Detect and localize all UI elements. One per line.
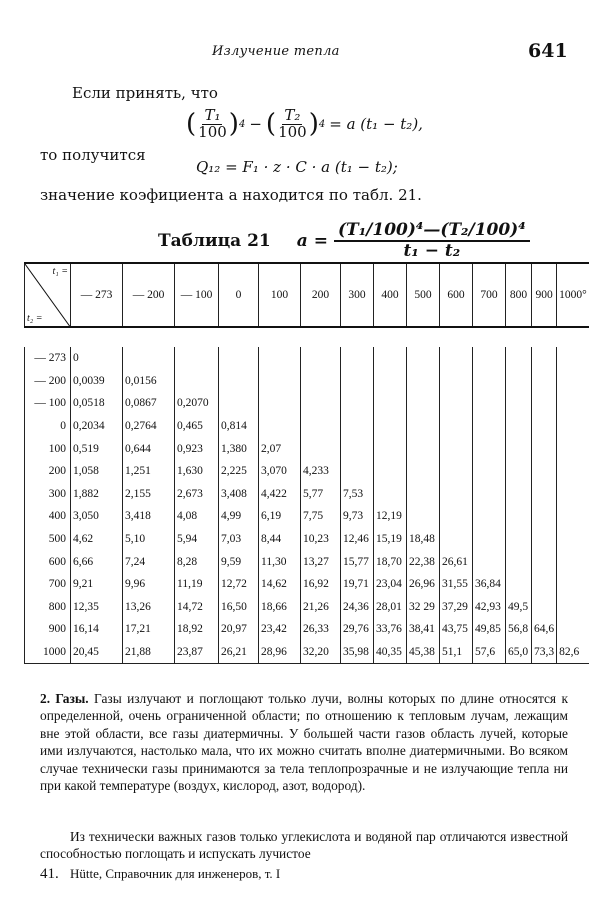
row-label: 1000 — [25, 641, 71, 664]
table-formula-var: a — [296, 231, 308, 252]
table-cell: 16,92 — [301, 573, 341, 596]
table-cell: 40,35 — [374, 641, 407, 664]
table-cell: 0,0039 — [71, 370, 123, 393]
table-cell: 0,465 — [175, 415, 219, 438]
table-cell — [407, 347, 440, 370]
table-cell: 8,28 — [175, 550, 219, 573]
table-cell: 37,29 — [440, 596, 473, 619]
table-cell: 18,48 — [407, 528, 440, 551]
paragraph-gases-continued: Из технически важных газов только углекислота и водяной пар отличаются известной способностью поглощать и испускать лучистое — [40, 829, 568, 862]
table-cell: 16,50 — [219, 596, 259, 619]
table-cell — [440, 505, 473, 528]
table-cell: 36,84 — [473, 573, 506, 596]
table-cell: 42,93 — [473, 596, 506, 619]
table-cell: 18,66 — [259, 596, 301, 619]
table-cell: 1,380 — [219, 437, 259, 460]
table-cell: 26,21 — [219, 641, 259, 664]
table-cell — [407, 483, 440, 506]
table-cell: 7,24 — [123, 550, 175, 573]
table-cell: 45,38 — [407, 641, 440, 664]
table-row — [25, 347, 589, 370]
column-header: — 200 — [123, 263, 175, 327]
table-cell — [219, 392, 259, 415]
table-cell — [259, 347, 301, 370]
table-cell: 32,20 — [301, 641, 341, 664]
column-header: 100 — [259, 263, 301, 327]
table-cell — [301, 347, 341, 370]
footer-text: Hütte, Справочник для инженеров, т. I — [70, 866, 281, 881]
table-row — [25, 370, 589, 393]
table-cell: 14,72 — [175, 596, 219, 619]
row-label: 900 — [25, 618, 71, 641]
table-cell: 7,03 — [219, 528, 259, 551]
table-cell — [301, 415, 341, 438]
table-row — [25, 437, 589, 460]
table-cell: 4,422 — [259, 483, 301, 506]
table-cell: 51,1 — [440, 641, 473, 664]
table-cell: 43,75 — [440, 618, 473, 641]
table-cell: 12,72 — [219, 573, 259, 596]
table-cell: 0 — [71, 347, 123, 370]
table-cell — [473, 550, 506, 573]
table-cell: 31,55 — [440, 573, 473, 596]
column-header: 0 — [219, 263, 259, 327]
row-label: 500 — [25, 528, 71, 551]
formula-num-t1: T₁ — [204, 106, 221, 124]
intro-coef-text: значение коэфициента a находится по табл. 21. — [40, 186, 422, 204]
table-cell — [407, 437, 440, 460]
table-cell — [532, 347, 557, 370]
row-label: 200 — [25, 460, 71, 483]
table-cell: 57,6 — [473, 641, 506, 664]
table-cell: 26,61 — [440, 550, 473, 573]
formula-power-1: 4 — [238, 118, 246, 130]
table-cell: 3,050 — [71, 505, 123, 528]
table-row — [25, 573, 589, 596]
table-cell — [175, 347, 219, 370]
row-label: 0 — [25, 415, 71, 438]
table-row — [25, 641, 589, 664]
table-cell — [374, 460, 407, 483]
table-cell — [374, 392, 407, 415]
table-cell: 82,6 — [557, 641, 589, 664]
table-cell — [341, 437, 374, 460]
table-cell — [473, 460, 506, 483]
table-cell: 10,23 — [301, 528, 341, 551]
table-cell — [301, 370, 341, 393]
table-cell: 9,96 — [123, 573, 175, 596]
table-cell — [259, 415, 301, 438]
table-cell: 49,85 — [473, 618, 506, 641]
table-cell — [123, 347, 175, 370]
column-header: — 100 — [175, 263, 219, 327]
table-cell — [473, 370, 506, 393]
table-cell: 13,27 — [301, 550, 341, 573]
table-cell: 2,225 — [219, 460, 259, 483]
table-cell: 26,96 — [407, 573, 440, 596]
table-cell: 21,88 — [123, 641, 175, 664]
table-cell: 23,04 — [374, 573, 407, 596]
column-header: 900 — [532, 263, 557, 327]
table-cell — [532, 528, 557, 551]
intro-then-text: то получится — [40, 146, 146, 164]
table-cell: 23,87 — [175, 641, 219, 664]
table-cell: 64,6 — [532, 618, 557, 641]
table-cell: 21,26 — [301, 596, 341, 619]
page-number: 641 — [528, 40, 568, 62]
formula-den-2: 100 — [278, 122, 307, 141]
table-cell: 2,673 — [175, 483, 219, 506]
table-cell — [532, 550, 557, 573]
table-cell — [557, 483, 589, 506]
page-footer — [40, 866, 280, 883]
table-cell: 12,19 — [374, 505, 407, 528]
table-cell: 5,10 — [123, 528, 175, 551]
formula-heat-flow: Q₁₂ = F₁ · z · C · a (t₁ − t₂); — [196, 158, 398, 176]
table-cell — [506, 437, 532, 460]
table-cell — [532, 460, 557, 483]
table-cell — [557, 347, 589, 370]
table-cell — [557, 370, 589, 393]
row-label: 100 — [25, 437, 71, 460]
table-row — [25, 596, 589, 619]
table-cell — [407, 505, 440, 528]
table-cell — [506, 460, 532, 483]
table-formula-denominator: t₁ − t₂ — [403, 240, 461, 261]
table-cell — [557, 392, 589, 415]
table-cell — [374, 347, 407, 370]
row-label: 600 — [25, 550, 71, 573]
table-cell: 20,45 — [71, 641, 123, 664]
table-cell — [473, 392, 506, 415]
paragraph-gases — [40, 690, 568, 794]
table-cell: 0,2070 — [175, 392, 219, 415]
table-cell: 0,814 — [219, 415, 259, 438]
corner-label-t1: t₁ = — [52, 266, 68, 277]
table-cell: 4,233 — [301, 460, 341, 483]
table-cell: 12,46 — [341, 528, 374, 551]
table-cell — [440, 392, 473, 415]
corner-label-t2: t₂ = — [27, 313, 43, 324]
table-cell: 11,19 — [175, 573, 219, 596]
table-cell — [557, 573, 589, 596]
table-cell: 11,30 — [259, 550, 301, 573]
table-cell — [506, 505, 532, 528]
paragraph-gases-text: Газы излучают и поглощают только лучи, волны которых по длине относятся к определенной, очень ограниченной области; по отношению к тепловым лучам, лежащим вне этой области, все газы диатермичны. У большей части газов область лучей, которые ими излучаются, настолько мала, что их можно считать вполне диатермичными. Во всяком случае технически газы принимаются за тела теплопрозрачные и не излучающие тепла ни при какой температуре (воздух, кислород, азот, водород). — [40, 691, 568, 794]
table-cell: 1,630 — [175, 460, 219, 483]
table-cell — [557, 618, 589, 641]
table-cell — [557, 596, 589, 619]
table-cell — [473, 483, 506, 506]
table-cell: 22,38 — [407, 550, 440, 573]
table-cell — [473, 437, 506, 460]
table-cell: 14,62 — [259, 573, 301, 596]
table-cell — [532, 505, 557, 528]
table-cell — [374, 483, 407, 506]
table-cell: 33,76 — [374, 618, 407, 641]
table-cell — [341, 347, 374, 370]
column-header: 800 — [506, 263, 532, 327]
table-cell: 9,59 — [219, 550, 259, 573]
table-formula-numerator: (T₁/100)⁴—(T₂/100)⁴ — [334, 222, 530, 242]
table-cell: 18,92 — [175, 618, 219, 641]
table-cell — [506, 528, 532, 551]
table-cell: 49,5 — [506, 596, 532, 619]
table-cell — [407, 415, 440, 438]
table-cell: 17,21 — [123, 618, 175, 641]
table-cell — [506, 573, 532, 596]
table-cell — [532, 415, 557, 438]
table-cell: 73,3 — [532, 641, 557, 664]
table-cell — [219, 347, 259, 370]
table-cell: 1,058 — [71, 460, 123, 483]
table-cell — [473, 415, 506, 438]
table-cell — [341, 415, 374, 438]
table-cell: 1,882 — [71, 483, 123, 506]
table-cell — [341, 370, 374, 393]
table-cell: 5,94 — [175, 528, 219, 551]
table-row — [25, 460, 589, 483]
table-cell: 20,97 — [219, 618, 259, 641]
row-label: 700 — [25, 573, 71, 596]
formula-rhs: = a (t₁ − t₂), — [329, 115, 423, 134]
table-cell: 6,66 — [71, 550, 123, 573]
row-label: 400 — [25, 505, 71, 528]
table-cell: 13,26 — [123, 596, 175, 619]
column-header: 200 — [301, 263, 341, 327]
table-row — [25, 528, 589, 551]
table-row — [25, 415, 589, 438]
footer-signature: 41. — [40, 866, 59, 882]
table-cell: 0,2034 — [71, 415, 123, 438]
table-cell — [440, 460, 473, 483]
row-label: — 100 — [25, 392, 71, 415]
table-cell: 4,62 — [71, 528, 123, 551]
table-body — [25, 327, 589, 663]
table-cell — [506, 483, 532, 506]
table-cell: 7,53 — [341, 483, 374, 506]
row-label: 800 — [25, 596, 71, 619]
row-label: — 200 — [25, 370, 71, 393]
table-cell — [506, 392, 532, 415]
table-cell: 6,19 — [259, 505, 301, 528]
table-cell — [557, 415, 589, 438]
table-cell: 16,14 — [71, 618, 123, 641]
table-cell — [557, 550, 589, 573]
table-cell: 9,21 — [71, 573, 123, 596]
table-cell — [407, 392, 440, 415]
table-cell — [175, 370, 219, 393]
table-cell: 26,33 — [301, 618, 341, 641]
table-cell — [259, 370, 301, 393]
table-cell — [440, 528, 473, 551]
table-cell — [440, 347, 473, 370]
table-cell — [532, 596, 557, 619]
row-label: — 273 — [25, 347, 71, 370]
table-cell: 0,0867 — [123, 392, 175, 415]
table-cell: 2,07 — [259, 437, 301, 460]
paragraph-gases-lead: 2. Газы. — [40, 691, 89, 706]
running-head: Излучение тепла — [212, 44, 340, 59]
table-cell — [506, 347, 532, 370]
table-cell: 0,0518 — [71, 392, 123, 415]
column-header: 500 — [407, 263, 440, 327]
column-header: 700 — [473, 263, 506, 327]
table-cell — [506, 415, 532, 438]
table-cell: 28,96 — [259, 641, 301, 664]
coefficient-table — [24, 262, 589, 664]
table-cell — [557, 437, 589, 460]
table-cell — [506, 370, 532, 393]
table-row — [25, 550, 589, 573]
table-row — [25, 505, 589, 528]
formula-num-t2: T₂ — [284, 106, 301, 124]
table-cell — [473, 528, 506, 551]
table-cell: 1,251 — [123, 460, 175, 483]
table-corner-cell — [25, 263, 71, 327]
table-cell — [532, 392, 557, 415]
table-cell: 35,98 — [341, 641, 374, 664]
table-cell — [440, 415, 473, 438]
table-cell — [473, 347, 506, 370]
column-header: 400 — [374, 263, 407, 327]
table-cell — [374, 370, 407, 393]
table-cell: 3,418 — [123, 505, 175, 528]
table-cell — [407, 460, 440, 483]
table-cell: 23,42 — [259, 618, 301, 641]
table-formula-eq: = — [313, 231, 329, 252]
table-cell: 9,73 — [341, 505, 374, 528]
table-row — [25, 392, 589, 415]
formula-minus: − — [249, 115, 262, 134]
table-cell: 8,44 — [259, 528, 301, 551]
table-cell: 0,644 — [123, 437, 175, 460]
table-cell: 2,155 — [123, 483, 175, 506]
row-label: 300 — [25, 483, 71, 506]
table-cell — [374, 437, 407, 460]
table-cell: 18,70 — [374, 550, 407, 573]
table-name: Таблица 21 — [158, 231, 271, 252]
table-cell — [506, 550, 532, 573]
table-cell — [532, 437, 557, 460]
table-cell — [440, 483, 473, 506]
table-cell: 0,923 — [175, 437, 219, 460]
table-cell — [341, 460, 374, 483]
table-cell — [407, 370, 440, 393]
table-cell: 28,01 — [374, 596, 407, 619]
table-cell: 0,0156 — [123, 370, 175, 393]
formula-temperature-difference: ( $\frac{\text{T₁}}{100}$ ) 4 − ( $\frac{\text{T₂}}{100}$ ) 4 = a (t₁ − t₂), — [186, 106, 423, 141]
table-cell: 32 29 — [407, 596, 440, 619]
intro-if-text: Если принять, что — [72, 84, 218, 102]
table-cell — [557, 528, 589, 551]
table-cell — [557, 505, 589, 528]
table-cell: 38,41 — [407, 618, 440, 641]
table-cell — [532, 370, 557, 393]
table-cell: 19,71 — [341, 573, 374, 596]
table-cell — [341, 392, 374, 415]
table-cell: 24,36 — [341, 596, 374, 619]
table-cell: 0,2764 — [123, 415, 175, 438]
column-header: 600 — [440, 263, 473, 327]
table-cell — [440, 370, 473, 393]
table-cell: 3,408 — [219, 483, 259, 506]
table-cell: 3,070 — [259, 460, 301, 483]
table-cell: 12,35 — [71, 596, 123, 619]
table-cell: 7,75 — [301, 505, 341, 528]
table-cell: 15,19 — [374, 528, 407, 551]
column-header: — 273 — [71, 263, 123, 327]
table-cell — [301, 392, 341, 415]
table-title — [158, 222, 530, 261]
table-cell — [259, 392, 301, 415]
formula-den-1: 100 — [198, 122, 227, 141]
table-cell: 5,77 — [301, 483, 341, 506]
table-row — [25, 483, 589, 506]
table-cell — [557, 460, 589, 483]
table-cell — [374, 415, 407, 438]
table-cell: 4,08 — [175, 505, 219, 528]
table-cell: 0,519 — [71, 437, 123, 460]
table-cell — [532, 483, 557, 506]
table-header-row — [25, 263, 589, 327]
column-header: 300 — [341, 263, 374, 327]
column-header: 1000° — [557, 263, 589, 327]
table-cell: 56,8 — [506, 618, 532, 641]
table-cell: 65,0 — [506, 641, 532, 664]
table-spacer-row — [25, 327, 589, 347]
table-cell — [440, 437, 473, 460]
table-cell — [473, 505, 506, 528]
table-cell: 15,77 — [341, 550, 374, 573]
table-cell — [219, 370, 259, 393]
table-row — [25, 618, 589, 641]
table-cell — [532, 573, 557, 596]
formula-power-2: 4 — [318, 118, 326, 130]
table-cell: 4,99 — [219, 505, 259, 528]
table-cell — [301, 437, 341, 460]
table-cell: 29,76 — [341, 618, 374, 641]
